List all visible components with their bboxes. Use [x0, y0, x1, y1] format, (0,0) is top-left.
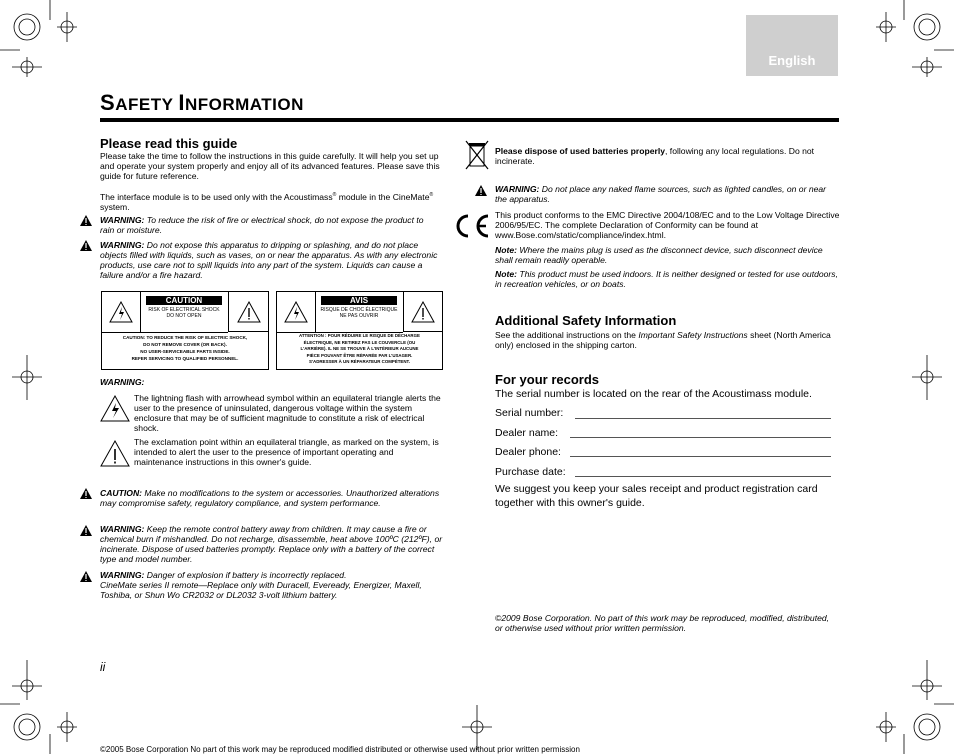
intro-text: Please take the time to follow the instructions in this guide carefully. It will help you set up and operate your system properly and enjoy all of its advanced features. Please save this guide for future reference. [100, 151, 440, 181]
warning-liquids: WARNING: Do not expose this apparatus to dripping or splashing, and do not place objects filled with liquids, such as vases, on or near the apparatus. As with any electronic products, use care not to spill liquids into any part of the system. Liquids can cause a failure and/or a fire hazard. [100, 240, 438, 280]
purchase-date-label: Purchase date: [495, 466, 566, 478]
warning-triangle-icon [80, 525, 92, 536]
warning-flame: WARNING: Do not place any naked flame sources, such as lighted candles, on or near the apparatus. [495, 184, 827, 204]
section-heading: Please read this guide [100, 136, 238, 151]
serial-number-label: Serial number: [495, 407, 564, 419]
dealer-name-label: Dealer name: [495, 427, 559, 439]
ce-mark-icon [451, 213, 491, 239]
warning-triangle-icon [80, 488, 92, 499]
footer-slug: ©2005 Bose Corporation No part of this work may be reproduced modified distributed or otherwise used without prior written permission [100, 745, 580, 754]
dealer-name-field[interactable] [570, 437, 831, 438]
warning-triangle-icon [80, 215, 92, 226]
exclamation-triangle-icon [237, 301, 261, 323]
language-label: English [768, 53, 816, 68]
exclamation-point-icon [100, 440, 130, 467]
exclamation-description: The exclamation point within an equilateral triangle, as marked on the system, is intended to alert the user to the presence of important operating and maintenance instructions in this owner's guide. [134, 437, 439, 467]
lightning-triangle-icon [284, 301, 308, 323]
avis-label: AVIS RISQUE DE CHOC ÉLECTRIQUE NE PAS OUVRIR ATTENTION : POUR RÉDUIRE LE RISQUE DE DÉCHARGE ÉLECTRIQUE, NE RETIREZ PAS LE COUVERCLE (OU L'ARRIÈRE). IL NE SE TROUVE À L'INTÉRIEUR AUCUNE PIÈCE POUVANT ÊTRE RÉPARÉE PAR L'USAGER. S'ADRESSER À UN RÉPARATEUR COMPÉTENT. [276, 291, 443, 370]
suggest-text: We suggest you keep your sales receipt and product registration card together with this owner's guide. [495, 483, 818, 509]
purchase-date-field[interactable] [575, 476, 831, 477]
note-mains-plug: Note: Where the mains plug is used as the disconnect device, such disconnect device shall remain readily operable. [495, 245, 823, 265]
crossed-bin-icon [465, 140, 489, 172]
lightning-triangle-icon [109, 301, 133, 323]
warning-triangle-icon [80, 571, 92, 582]
lightning-description: The lightning flash with arrowhead symbol within an equilateral triangle alerts the user to the presence of uninsulated, dangerous voltage within the system enclosure that may be of sufficient magnitude to constitute a risk of electrical shock. [134, 393, 441, 433]
page-title: SAFETY INFORMATION [100, 90, 304, 115]
lightning-flash-icon [100, 395, 130, 422]
language-tab [746, 15, 838, 76]
dealer-phone-label: Dealer phone: [495, 446, 561, 458]
exclamation-triangle-icon [411, 301, 435, 323]
warning-battery: WARNING: Keep the remote control battery away from children. It may cause a fire or chemical burn if mishandled. Do not recharge, disassemble, heat above 100ºC (212ºF), or incinerate. Dispose of used batteries promptly. Replace only with a battery of the correct type and model number. [100, 524, 443, 564]
warning-symbols-label: WARNING: [100, 377, 145, 387]
serial-number-field[interactable] [575, 418, 831, 419]
battery-disposal: Please dispose of used batteries properly, following any local regulations. Do not incinerate. [495, 146, 815, 166]
warning-rain: WARNING: To reduce the risk of fire or electrical shock, do not expose the product to rain or moisture. [100, 215, 424, 235]
warning-triangle-icon [80, 240, 92, 251]
caution-label: CAUTION RISK OF ELECTRICAL SHOCK DO NOT OPEN CAUTION: TO REDUCE THE RISK OF ELECTRIC SHOCK, DO NOT REMOVE COVER (OR BACK). NO USER-SERVICEABLE PARTS INSIDE. REFER SERVICING TO QUALIFIED PERSONNEL. [101, 291, 269, 370]
warning-explosion: WARNING: Danger of explosion if battery is incorrectly replaced. CineMate series II remote—Replace only with Duracell, Eveready, Energizer, Maxell, Toshiba, or Shun Wo CR2032 or DL2032 3-volt lithium battery. [100, 570, 422, 600]
page-number: ii [100, 660, 106, 674]
caution-modifications: CAUTION: Make no modifications to the system or accessories. Unauthorized alterations may compromise safety, regulatory compliance, and system performance. [100, 488, 440, 508]
interface-note: The interface module is to be used only with the Acoustimass® module in the CineMate® system. [100, 191, 434, 212]
title-rule [100, 118, 839, 122]
copyright-notice: ©2009 Bose Corporation. No part of this work may be reproduced, modified, distributed, or otherwise used without prior written permission. [495, 613, 830, 633]
note-indoors: Note: This product must be used indoors. It is neither designed or tested for use outdoors, in recreation vehicles, or on boats. [495, 269, 838, 289]
additional-safety-text: See the additional instructions on the Important Safety Instructions sheet (North America only) enclosed in the shipping carton. [495, 330, 831, 350]
records-text: The serial number is located on the rear of the Acoustimass module. [495, 388, 812, 400]
dealer-phone-field[interactable] [570, 456, 831, 457]
records-heading: For your records [495, 372, 600, 387]
warning-triangle-icon [475, 185, 487, 196]
additional-safety-heading: Additional Safety Information [495, 313, 677, 328]
ce-conformity: This product conforms to the EMC Directive 2004/108/EC and to the Low Voltage Directive 2006/95/EC. The complete Declaration of Conformity can be found at www.Bose.com/static/compliance/index.html. [495, 210, 840, 240]
left-column [100, 136, 445, 212]
